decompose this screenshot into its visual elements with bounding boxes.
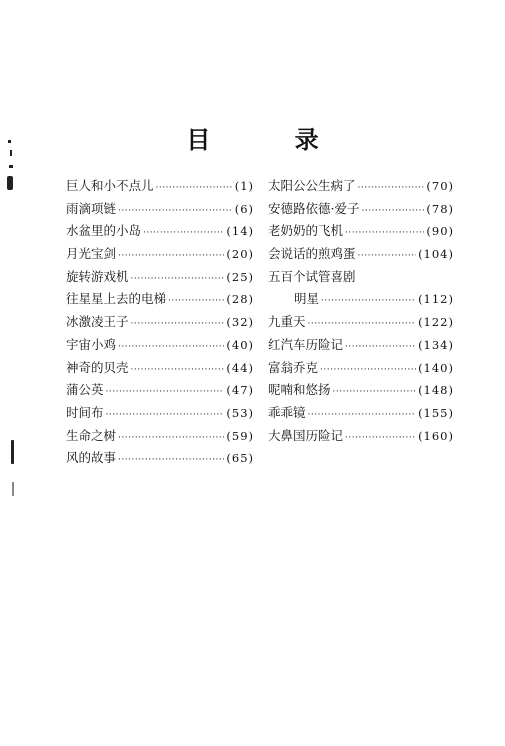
leader-dots [118, 342, 224, 352]
toc-entry-title: 富翁乔克 [268, 359, 319, 375]
toc-entry [268, 403, 454, 426]
toc-entry-title: 蒲公英 [66, 382, 104, 398]
toc-entry-title: 五百个试管喜剧 [268, 268, 356, 284]
toc-entry-page: (1) [234, 179, 254, 193]
toc-entry-page: (112) [418, 292, 454, 307]
toc-entry-page: (6) [234, 201, 254, 216]
toc-entry [268, 267, 454, 290]
toc-entry [66, 176, 254, 199]
leader-dots [106, 387, 225, 397]
toc-entry-title: 明星 [294, 291, 320, 307]
toc-entry-title: 雨滴项链 [66, 200, 117, 216]
toc-entry-title: 宇宙小鸡 [66, 336, 117, 352]
toc-entry [66, 335, 254, 358]
toc-entry-page: (20) [226, 247, 254, 262]
toc-entry-page: (25) [226, 269, 254, 284]
toc-entry-page: (32) [226, 315, 254, 330]
leader-dots [118, 251, 224, 261]
scan-speck [9, 165, 13, 168]
leader-dots [168, 296, 224, 306]
scan-speck [11, 440, 14, 464]
toc-entry [66, 380, 254, 403]
toc-entry-page: (65) [226, 451, 254, 466]
toc-right-column [268, 176, 454, 448]
toc-entry [66, 221, 254, 244]
toc-entry-page: (59) [226, 428, 254, 443]
toc-entry-page: (148) [418, 383, 454, 398]
toc-entry-title: 风的故事 [66, 450, 117, 466]
leader-dots [131, 365, 225, 375]
leader-dots [118, 433, 224, 443]
toc-entry-page: (122) [418, 315, 454, 330]
toc-entry [268, 426, 454, 449]
leader-dots [118, 206, 233, 216]
scan-speck [12, 482, 14, 496]
toc-entry-page: (155) [418, 405, 454, 420]
toc-entry-page: (14) [226, 224, 254, 239]
toc-entry [268, 176, 454, 199]
toc-entry-title: 大鼻国历险记 [268, 427, 344, 443]
toc-entry-title: 老奶奶的飞机 [268, 223, 344, 239]
toc-entry [66, 312, 254, 335]
leader-dots [345, 228, 424, 238]
toc-entry-title: 会说话的煎鸡蛋 [268, 246, 356, 262]
toc-entry [268, 380, 454, 403]
leader-dots [361, 206, 424, 216]
toc-entry [66, 267, 254, 290]
toc-entry [268, 312, 454, 335]
leader-dots [320, 365, 416, 375]
toc-entry-continuation [268, 289, 454, 312]
toc-entry-page: (90) [426, 224, 454, 239]
toc-entry [66, 289, 254, 312]
toc-entry-title: 巨人和小不点儿 [66, 178, 154, 193]
toc-entry-page: (53) [226, 405, 254, 420]
toc-entry [66, 199, 254, 222]
leader-dots [345, 342, 416, 352]
toc-entry-title: 太阳公公生病了 [268, 178, 356, 193]
toc-entry-page: (134) [418, 337, 454, 352]
toc-entry [268, 244, 454, 267]
toc-entry-page: (160) [418, 428, 454, 443]
leader-dots [333, 387, 417, 397]
toc-entry-title: 冰激凌王子 [66, 314, 129, 330]
leader-dots [358, 183, 425, 193]
leader-dots [358, 251, 417, 261]
toc-entry-title: 旋转游戏机 [66, 268, 129, 284]
toc-entry [268, 221, 454, 244]
leader-dots [321, 296, 416, 306]
page-title: 目 录 [186, 126, 357, 154]
toc-entry [66, 403, 254, 426]
toc-entry-title: 时间布 [66, 404, 104, 420]
toc-entry [268, 335, 454, 358]
toc-entry-title: 神奇的贝壳 [66, 359, 129, 375]
scan-speck [8, 140, 11, 143]
toc-entry-page: (104) [418, 247, 454, 262]
leader-dots [143, 228, 224, 238]
toc-entry-page: (140) [418, 360, 454, 375]
toc-entry [268, 199, 454, 222]
toc-entry [268, 358, 454, 381]
toc-entry [66, 244, 254, 267]
toc-entry-title: 生命之树 [66, 427, 117, 443]
leader-dots [345, 433, 416, 443]
scan-speck [7, 176, 13, 190]
leader-dots [118, 455, 224, 465]
toc-left-column [66, 176, 254, 471]
toc-entry [66, 448, 254, 471]
leader-dots [156, 183, 233, 193]
scan-speck [10, 150, 12, 156]
toc-entry-page: (40) [226, 337, 254, 352]
toc-entry-title: 呢喃和悠扬 [268, 382, 331, 398]
leader-dots [106, 410, 225, 420]
toc-entry-page: (70) [426, 179, 454, 193]
leader-dots [308, 410, 417, 420]
leader-dots [308, 319, 417, 329]
toc-entry [66, 426, 254, 449]
toc-entry-title: 水盆里的小岛 [66, 223, 142, 239]
leader-dots [131, 319, 225, 329]
leader-dots [131, 274, 225, 284]
toc-entry [66, 358, 254, 381]
toc-entry-title: 九重天 [268, 314, 306, 330]
toc-entry-page: (28) [226, 292, 254, 307]
toc-entry-title: 月光宝剑 [66, 246, 117, 262]
toc-entry-page: (78) [426, 201, 454, 216]
toc-entry-title: 安德路依德·爱子 [268, 200, 360, 216]
toc-entry-title: 红汽车历险记 [268, 336, 344, 352]
toc-entry-page: (44) [226, 360, 254, 375]
toc-entry-page: (47) [226, 383, 254, 398]
toc-entry-title: 往星星上去的电梯 [66, 291, 167, 307]
toc-entry-title: 乖乖镜 [268, 404, 306, 420]
